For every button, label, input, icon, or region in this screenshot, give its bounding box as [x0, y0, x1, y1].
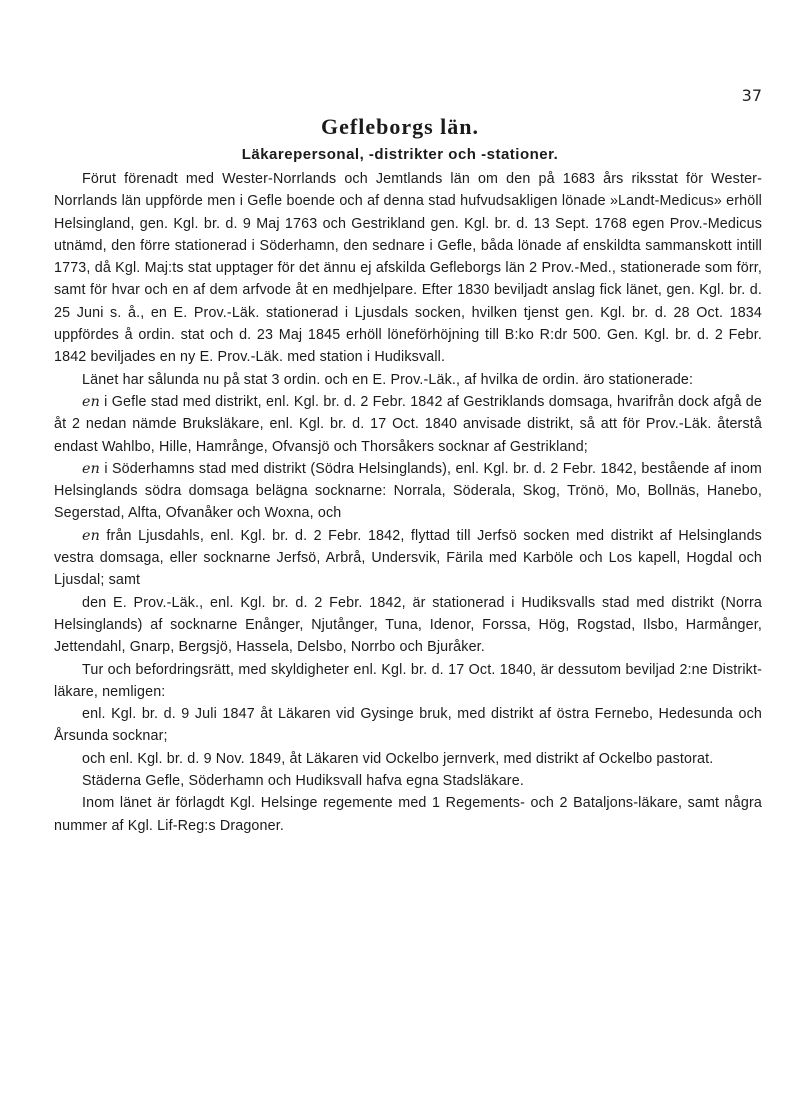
paragraph-summary: Länet har sålunda nu på stat 3 ordin. och en E. Prov.-Läk., af hvilka de ordin. äro stationerade: — [82, 371, 694, 388]
paragraph-city-doctors: Städerna Gefle, Söderhamn och Hudiksvall hafva egna Stadsläkare. — [82, 773, 524, 790]
chapter-title: Gefleborgs län. — [321, 114, 479, 139]
paragraph-regiment: Inom länet är förlagdt Kgl. Helsinge regemente med 1 Regements- och 2 Bataljons-läkare, samt några nummer af Kgl. Lif-Reg:s Dragoner. — [54, 795, 762, 834]
lead-word: en — [82, 460, 100, 477]
paragraph-district-doctors: Tur och befordringsrätt, med skyldigheter enl. Kgl. br. d. 17 Oct. 1840, är dessutom beviljad 2:ne Distrikt-läkare, nemligen: — [54, 661, 762, 700]
paragraph-ljusdal: en från Ljusdahls, enl. Kgl. br. d. 2 Febr. 1842, flyttad till Jerfsö socken med distrikt af Helsinglands vestra domsaga, eller socknarne Jerfsö, Arbrå, Undersvik, Färila med Karböle och Los kapell, Hogdal och Ljusdal; samt — [54, 527, 762, 589]
paragraph-history: Förut förenadt med Wester-Norrlands och Jemtlands län om den på 1683 års riksstat för Wester-Norrlands län uppförde men i Gefle boende och af denna stad hufvudsakligen lönade »Landt-Medicus» erhöll Helsingland, gen. Kgl. br. d. 9 Maj 1763 och Gestrikland gen. Kgl. br. d. 13 Sept. 1768 egen Prov.-Medicus utnämd, den förre stationerad i Söderhamn, den sednare i Gefle, båda lönade af enskildta sammanskott intill 1773, då Kgl. Maj:ts stat upptager för det ännu ej afskilda Gefleborgs län 2 Prov.-Med., stationerade som förr, samt för hvar och en af dem arfvode åt en medhjelpare. Efter 1830 beviljadt anslag fick länet, gen. Kgl. br. d. 25 Juni s. å., en E. Prov.-Läk. stationerad i Ljusdals socken, hvilken tjenst gen. Kgl. br. d. 28 Oct. 1834 uppfördes å ordin. stat och d. 23 Maj 1845 erhöll löneförhöjning till B:ko R:dr 500. Gen. Kgl. br. d. 2 Febr. 1842 beviljades en ny E. Prov.-Läk. med station i Hudiksvall. — [54, 171, 762, 366]
paragraph-ockelbo: och enl. Kgl. br. d. 9 Nov. 1849, åt Läkaren vid Ockelbo jernverk, med distrikt af Ockelbo pastorat. — [82, 750, 714, 767]
section-subtitle: Läkarepersonal, -distrikter och -stationer. — [241, 146, 559, 163]
lead-word: en — [82, 527, 100, 544]
paragraph-gefle: en i Gefle stad med distrikt, enl. Kgl. br. d. 2 Febr. 1842 af Gestriklands domsaga, hvarifrån dock afgå de åt 2 nedan nämde Bruksläkare, enl. Kgl. br. d. 17 Oct. 1840 anvisade distrikt, så att för Prov.-Läk. återstå endast Wahlbo, Hille, Hamrånge, Ofvansjö och Thorsåkers socknar af Gestrikland; — [54, 393, 762, 455]
body-text — [54, 168, 762, 837]
lead-word: en — [82, 393, 100, 410]
paragraph-hudiksvall: den E. Prov.-Läk., enl. Kgl. br. d. 2 Febr. 1842, är stationerad i Hudiksvalls stad med distrikt (Norra Helsinglands) af socknarne Enånger, Njutånger, Tuna, Idenor, Forssa, Hög, Rogstad, Ilsbo, Harmånger, Jettendahl, Gnarp, Bergsjö, Hassela, Delsbo, Norrbo och Bjuråker. — [54, 594, 762, 656]
page-number: 37 — [741, 86, 762, 105]
paragraph-soderhamn: en i Söderhamns stad med distrikt (Södra Helsinglands), enl. Kgl. br. d. 2 Febr. 1842, bestående af inom Helsinglands södra domsaga belägna socknarne: Norrala, Söderala, Skog, Trönö, Mo, Bollnäs, Hanebo, Segerstad, Alfta, Ofvanåker och Woxna, och — [54, 460, 762, 522]
paragraph-gysinge: enl. Kgl. br. d. 9 Juli 1847 åt Läkaren vid Gysinge bruk, med distrikt af östra Fernebo, Hedesunda och Årsunda socknar; — [54, 706, 762, 745]
